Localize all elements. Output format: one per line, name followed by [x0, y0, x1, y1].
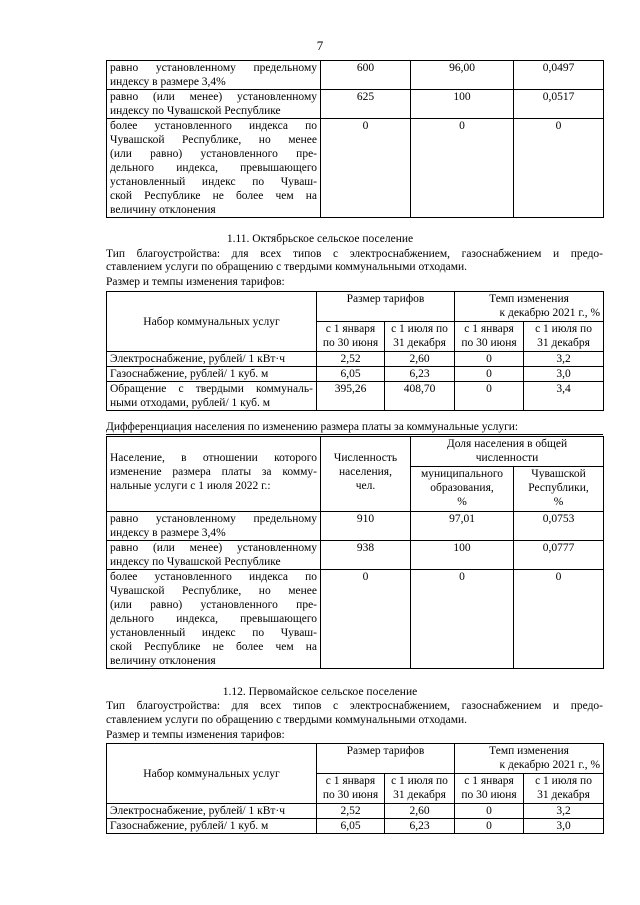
- republic-share: 0,0777: [514, 541, 604, 570]
- table-row: [107, 804, 604, 819]
- header-period-4-b: с 1 июля по 31 декабря: [524, 774, 604, 804]
- tariff-value-period-1: 2,52: [317, 352, 385, 367]
- header-municipal-share: муниципального образования, %: [411, 467, 514, 512]
- rate-value-period-1: 0: [455, 367, 524, 382]
- table-row: [107, 352, 604, 367]
- population-count: 0: [321, 119, 411, 218]
- header-service-set-b: Набор коммунальных услуг: [107, 744, 317, 804]
- population-count: 910: [321, 512, 411, 541]
- row-label: Электроснабжение, рублей/ 1 кВт·ч: [107, 804, 317, 819]
- republic-share: 0: [514, 570, 604, 669]
- tariff-table-title: Размер и темпы изменения тарифов:: [106, 276, 285, 288]
- rate-value-period-1: 0: [455, 382, 524, 411]
- improvement-type-line-1-b: Тип благоустройства: для всех типов с электроснабжением, газоснабжением и предо-: [106, 700, 603, 712]
- tariff-table-title-b: Размер и темпы изменения тарифов:: [106, 729, 285, 741]
- tariff-table-oktyabrskoe: [106, 291, 604, 411]
- population-count: 600: [321, 61, 411, 90]
- header-period-3-b: с 1 января по 30 июня: [455, 774, 524, 804]
- rate-value-period-2: 3,2: [524, 352, 604, 367]
- header-population-count: Численность населения, чел.: [321, 437, 411, 512]
- table-row: [107, 570, 604, 669]
- header-period-4: с 1 июля по 31 декабря: [524, 322, 604, 352]
- population-count: 0: [321, 570, 411, 669]
- page-number: 7: [316, 38, 324, 53]
- republic-share: 0,0497: [514, 61, 604, 90]
- tariff-value-period-2: 2,60: [385, 352, 455, 367]
- municipal-share: 0: [411, 570, 514, 669]
- header-period-2: с 1 июля по 31 декабря: [385, 322, 455, 352]
- row-label: равно установленному предельному индексу в размере 3,4%: [107, 512, 321, 541]
- row-label: Электроснабжение, рублей/ 1 кВт·ч: [107, 352, 317, 367]
- rate-value-period-1: 0: [455, 352, 524, 367]
- header-period-2-b: с 1 июля по 31 декабря: [385, 774, 455, 804]
- header-period-1: с 1 января по 30 июня: [317, 322, 385, 352]
- table-row: [107, 541, 604, 570]
- municipal-share: 100: [411, 541, 514, 570]
- rate-value-period-2: 3,4: [524, 382, 604, 411]
- tariff-value-period-2: 6,23: [385, 819, 455, 834]
- table-row: [107, 90, 604, 119]
- tariff-value-period-1: 395,26: [317, 382, 385, 411]
- header-tariff-size-b: Размер тарифов: [317, 744, 455, 774]
- tariff-table-pervomayskoe: [106, 743, 604, 834]
- population-count: 625: [321, 90, 411, 119]
- population-diff-table-oktyabrskoe: [106, 436, 604, 669]
- tariff-value-period-1: 2,52: [317, 804, 385, 819]
- tariff-value-period-1: 6,05: [317, 367, 385, 382]
- republic-share: 0: [514, 119, 604, 218]
- municipal-share: 96,00: [411, 61, 514, 90]
- row-label: Газоснабжение, рублей/ 1 куб. м: [107, 819, 317, 834]
- row-label: равно установленному предельному индексу в размере 3,4%: [107, 61, 321, 90]
- population-count: 938: [321, 541, 411, 570]
- improvement-type-line-1: Тип благоустройства: для всех типов с электроснабжением, газоснабжением и предо-: [106, 248, 603, 260]
- rate-value-period-1: 0: [455, 804, 524, 819]
- improvement-type-line-2-b: ставлением услуги по обращению с твердыми коммунальными отходами.: [106, 714, 468, 726]
- republic-share: 0,0517: [514, 90, 604, 119]
- improvement-type-line-2: ставлением услуги по обращению с твердыми коммунальными отходами.: [106, 261, 468, 273]
- population-diff-title: Дифференциация населения по изменению размера платы за коммунальные услуги:: [106, 421, 603, 435]
- tariff-value-period-2: 408,70: [385, 382, 455, 411]
- header-population-share: Доля населения в общей численности: [411, 437, 604, 467]
- table-row: [107, 512, 604, 541]
- header-period-1-b: с 1 января по 30 июня: [317, 774, 385, 804]
- row-label: равно (или менее) установленному индексу по Чувашской Республике: [107, 90, 321, 119]
- rate-value-period-2: 3,0: [524, 367, 604, 382]
- header-population: Население, в отношении которого изменение размера платы за комму- нальные услуги с 1 июля 2022 г.:: [107, 437, 321, 512]
- header-republic-share: Чувашской Республики, %: [514, 467, 604, 512]
- table-row: [107, 367, 604, 382]
- header-service-set: Набор коммунальных услуг: [107, 292, 317, 352]
- population-diff-table-continued: [106, 60, 604, 218]
- row-label: более установленного индекса по Чувашской Республике, но менее (или равно) установленного пре- дельного индекса, превышающего установленный индекс по Чуваш- ской Республике не более чем на величину отклонения: [107, 119, 321, 218]
- section-title-oktyabrskoe: 1.11. Октябрьское сельское поселение: [226, 233, 414, 245]
- table-row: [107, 119, 604, 218]
- table-row: [107, 382, 604, 411]
- table-row: [107, 61, 604, 90]
- tariff-value-period-2: 6,23: [385, 367, 455, 382]
- rate-value-period-2: 3,0: [524, 819, 604, 834]
- rate-value-period-2: 3,2: [524, 804, 604, 819]
- row-label: Газоснабжение, рублей/ 1 куб. м: [107, 367, 317, 382]
- row-label: более установленного индекса по Чувашской Республике, но менее (или равно) установленного пре- дельного индекса, превышающего установленный индекс по Чуваш- ской Республике не более чем на величину отклонения: [107, 570, 321, 669]
- header-tariff-size: Размер тарифов: [317, 292, 455, 322]
- municipal-share: 0: [411, 119, 514, 218]
- header-period-3: с 1 января по 30 июня: [455, 322, 524, 352]
- rate-value-period-1: 0: [455, 819, 524, 834]
- table-row: [107, 819, 604, 834]
- header-rate-change: Темп изменения к декабрю 2021 г., %: [455, 292, 604, 322]
- row-label: равно (или менее) установленному индексу по Чувашской Республике: [107, 541, 321, 570]
- republic-share: 0,0753: [514, 512, 604, 541]
- tariff-value-period-1: 6,05: [317, 819, 385, 834]
- section-title-pervomayskoe: 1.12. Первомайское сельское поселение: [222, 686, 418, 698]
- row-label: Обращение с твердыми коммуналь- ными отходами, рублей/ 1 куб. м: [107, 382, 317, 411]
- municipal-share: 100: [411, 90, 514, 119]
- tariff-value-period-2: 2,60: [385, 804, 455, 819]
- header-rate-change-b: Темп изменения к декабрю 2021 г., %: [455, 744, 604, 774]
- municipal-share: 97,01: [411, 512, 514, 541]
